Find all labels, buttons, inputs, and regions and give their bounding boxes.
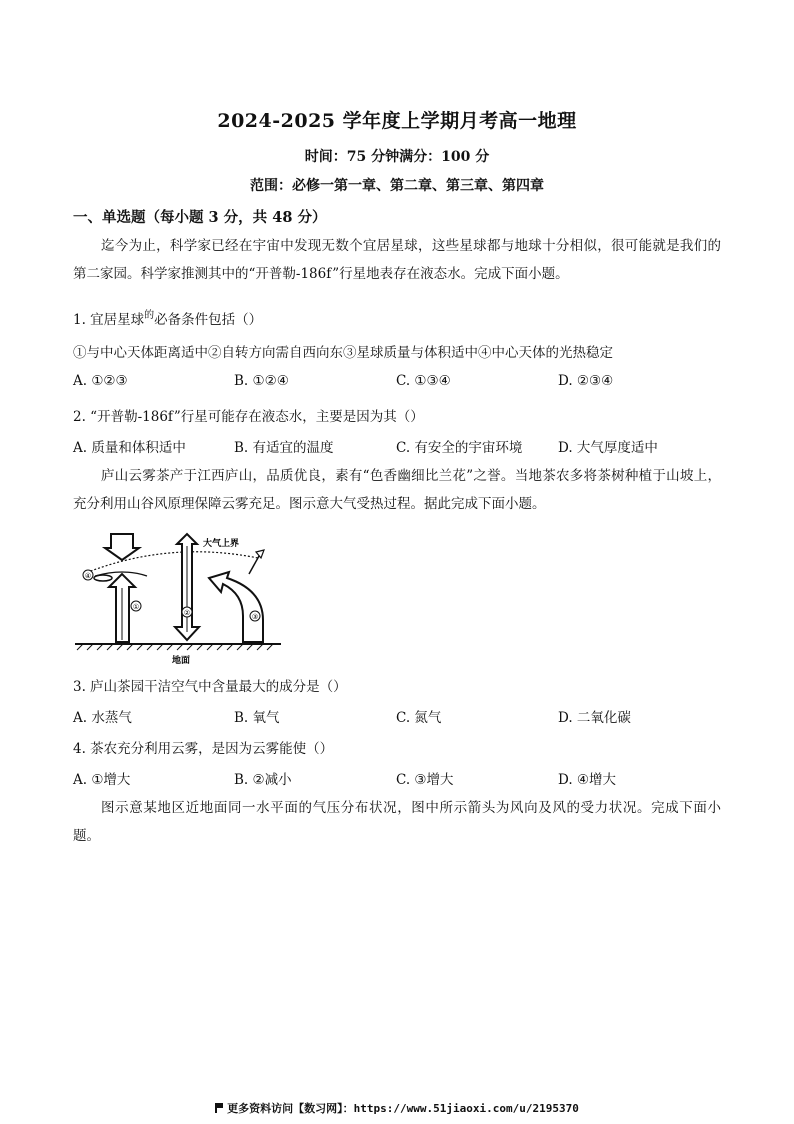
mark-4: ④ — [84, 572, 92, 580]
question-4-option-b[interactable]: B. ②减小 — [234, 772, 292, 788]
question-3-option-b[interactable]: B. 氧气 — [234, 710, 280, 726]
question-3-option-d[interactable]: D. 二氧化碳 — [558, 710, 631, 726]
reflect-arrow-head — [256, 550, 264, 558]
question-1-statements: ①与中心天体距离适中②自转方向需自西向东③星球质量与体积适中④中心天体的光热稳定 — [73, 345, 613, 361]
intro-paragraph-3: 图示意某地区近地面同一水平面的气压分布状况，图中所示箭头为风向及风的受力状况。完成下面小题。 — [73, 800, 721, 844]
reflect-line — [249, 556, 259, 574]
atmosphere-top-label: 大气上界 — [203, 539, 240, 549]
question-4-option-a[interactable]: A. ①增大 — [73, 772, 131, 788]
intro-paragraph-1: 迄今为止，科学家已经在宇宙中发现无数个宜居星球，这些星球都与地球十分相似，很可能就是我们的第二家园。科学家推测其中的“开普勒-186f”行星地表存在液态水。完成下面小题。 — [73, 238, 721, 282]
page-title: 2024-2025 学年度上学期月考高一地理 — [217, 110, 577, 132]
arrow-3 — [209, 572, 263, 642]
intro-paragraph-2: 庐山云雾茶产于江西庐山，品质优良，素有“色香幽细比兰花”之誉。当地茶农多将茶树种植于山坡上，充分利用山谷风原理保障云雾充足。图示意大气受热过程。据此完成下面小题。 — [73, 468, 721, 512]
question-1-option-c[interactable]: C. ①③④ — [396, 373, 451, 389]
section-heading: 一、单选题（每小题 3 分，共 48 分） — [73, 209, 327, 226]
question-3-stem: 3. 庐山茶园干洁空气中含量最大的成分是（） — [73, 679, 347, 695]
question-1-stem — [73, 308, 262, 328]
question-4-option-c[interactable]: C. ③增大 — [396, 772, 454, 788]
flag-icon — [215, 1103, 223, 1113]
atmosphere-top-line — [83, 552, 258, 574]
question-2-option-d[interactable]: D. 大气厚度适中 — [558, 440, 658, 456]
question-2-option-a[interactable]: A. 质量和体积适中 — [73, 440, 186, 456]
footer-text[interactable]: 更多资料访问【数习网】：https://www.51jiaoxi.com/u/2195370 — [227, 1102, 579, 1115]
ground-label: 地面 — [171, 656, 191, 666]
mark-1: ① — [132, 603, 140, 611]
atmosphere-heating-diagram — [73, 532, 283, 667]
question-1-option-d[interactable]: D. ②③④ — [558, 373, 614, 389]
question-2-stem: 2. “开普勒-186f”行星可能存在液态水，主要是因为其（） — [73, 409, 424, 425]
question-1-option-a[interactable]: A. ①②③ — [73, 373, 128, 389]
question-3-option-a[interactable]: A. 水蒸气 — [73, 710, 132, 726]
scope-line: 范围：必修一第一章、第二章、第三章、第四章 — [250, 178, 544, 194]
question-1-stem-b: 必备条件包括（） — [154, 312, 263, 328]
question-2-option-c[interactable]: C. 有安全的宇宙环境 — [396, 440, 523, 456]
question-1-option-b[interactable]: B. ①②④ — [234, 373, 289, 389]
question-1-stem-a: 1. 宜居星球 — [73, 312, 145, 328]
time-line: 时间：75 分钟满分：100 分 — [304, 149, 490, 165]
solar-arrow-head — [105, 534, 139, 560]
question-4-option-d[interactable]: D. ④增大 — [558, 772, 617, 788]
question-4-stem: 4. 茶农充分利用云雾，是因为云雾能使（） — [73, 741, 334, 757]
mark-2: ② — [183, 609, 191, 617]
footer-link[interactable] — [0, 1100, 794, 1116]
mark-3: ③ — [251, 613, 259, 621]
question-3-option-c[interactable]: C. 氮气 — [396, 710, 442, 726]
question-1-stem-sup: 的 — [144, 310, 155, 321]
question-2-option-b[interactable]: B. 有适宜的温度 — [234, 440, 334, 456]
